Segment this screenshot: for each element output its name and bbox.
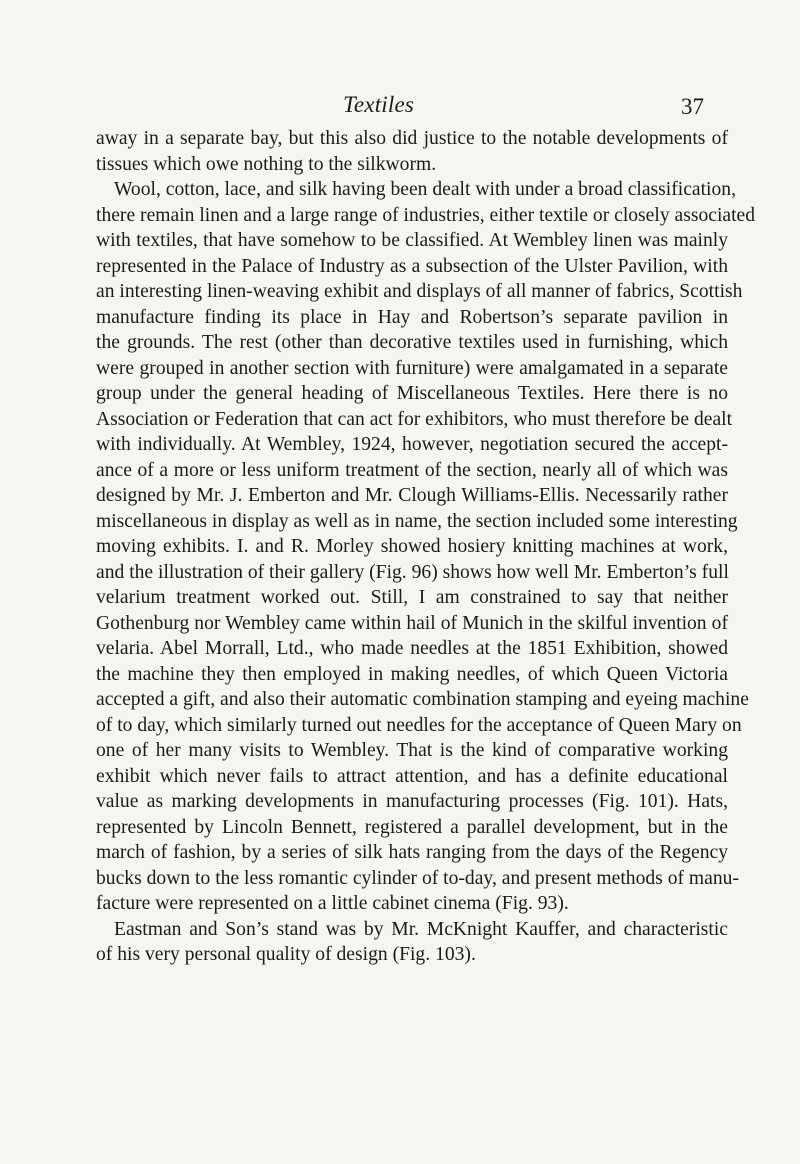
running-title: Textiles <box>343 92 415 117</box>
text-line: away in a separate bay, but this also did justice to the notable developments of <box>96 128 728 149</box>
text-line: the grounds. The rest (other than decorative textiles used in furnishing, which <box>96 332 728 353</box>
text-line: the machine they then employed in making needles, of which Queen Victoria <box>96 663 728 685</box>
text-line: value as marking developments in manufacturing processes (Fig. 101). Hats, <box>96 791 728 812</box>
text-line: ance of a more or less uniform treatment of the section, nearly all of which was <box>96 459 728 481</box>
text-line: manufacture finding its place in Hay and Robertson’s separate pavilion in <box>96 306 728 328</box>
text-line: velaria. Abel Morrall, Ltd., who made needles at the 1851 Exhibition, showed <box>96 638 728 659</box>
text-line: exhibit which never fails to attract attention, and has a definite educational <box>96 765 728 787</box>
text-line: with individually. At Wembley, 1924, however, negotiation secured the accept- <box>96 434 728 455</box>
text-line: facture were represented on a little cabinet cinema (Fig. 93). <box>96 893 569 914</box>
text-line: of his very personal quality of design (Fig. 103). <box>96 944 476 965</box>
text-line: march of fashion, by a series of silk hats ranging from the days of the Regency <box>96 842 728 863</box>
text-line: Wool, cotton, lace, and silk having been dealt with under a broad classification, <box>114 179 736 200</box>
text-line: moving exhibits. I. and R. Morley showed hosiery knitting machines at work, <box>96 536 728 557</box>
text-line: accepted a gift, and also their automatic combination stamping and eyeing machine <box>96 689 749 710</box>
text-line: represented in the Palace of Industry as a subsection of the Ulster Pavilion, with <box>96 255 728 277</box>
text-line: Gothenburg nor Wembley came within hail of Munich in the skilful invention of <box>96 612 728 634</box>
text-line: bucks down to the less romantic cylinder of to-day, and present methods of manu- <box>96 867 739 889</box>
text-line: with textiles, that have somehow to be classified. At Wembley linen was mainly <box>96 230 728 251</box>
text-line: an interesting linen-weaving exhibit and displays of all manner of fabrics, Scottish <box>96 281 743 302</box>
text-line: Association or Federation that can act for exhibitors, who must therefore be dealt <box>96 408 733 430</box>
page-header <box>0 92 800 122</box>
text-line: of to day, which similarly turned out needles for the acceptance of Queen Mary on <box>96 714 742 736</box>
text-line: and the illustration of their gallery (Fig. 96) shows how well Mr. Emberton’s full <box>96 561 729 583</box>
page-number: 37 <box>681 94 704 119</box>
text-line: velarium treatment worked out. Still, I am constrained to say that neither <box>96 587 728 608</box>
text-line: designed by Mr. J. Emberton and Mr. Clough Williams-Ellis. Necessarily rather <box>96 485 728 506</box>
text-line: tissues which owe nothing to the silkworm. <box>96 153 437 175</box>
text-line: there remain linen and a large range of industries, either textile or closely associated <box>96 204 756 226</box>
text-line: one of her many visits to Wembley. That is the kind of comparative working <box>96 740 728 761</box>
body-text <box>96 126 756 968</box>
text-line: group under the general heading of Miscellaneous Textiles. Here there is no <box>96 383 728 404</box>
text-line: represented by Lincoln Bennett, registered a parallel development, but in the <box>96 816 728 838</box>
text-line: Eastman and Son’s stand was by Mr. McKnight Kauffer, and characteristic <box>114 918 728 940</box>
text-line: were grouped in another section with furniture) were amalgamated in a separate <box>96 357 728 379</box>
text-line: miscellaneous in display as well as in name, the section included some interesting <box>96 510 738 532</box>
